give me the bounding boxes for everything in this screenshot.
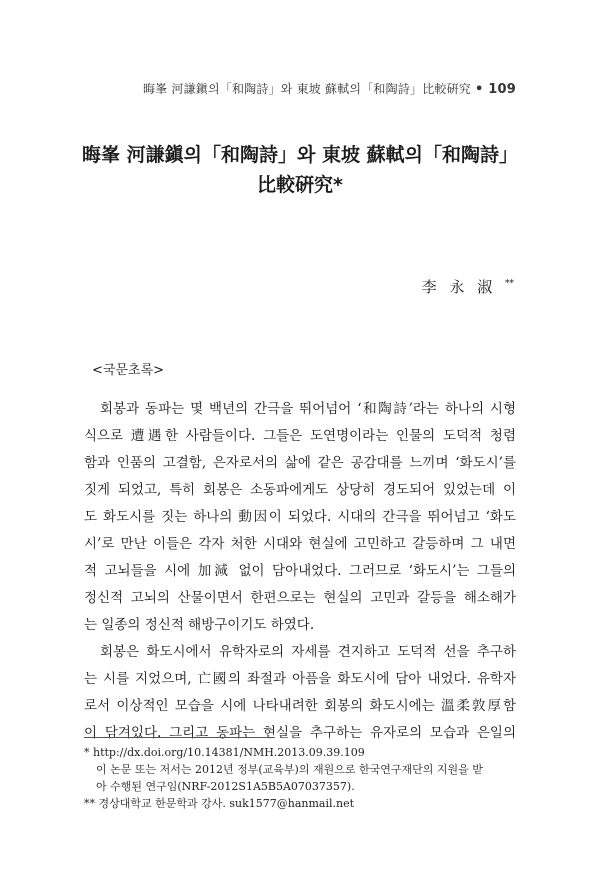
abstract-line: 로서 이상적인 모습을 시에 나타내려한 회봉의 화도시에는 溫柔敦厚함 [84, 698, 516, 714]
author [422, 276, 514, 297]
footnotes [84, 744, 524, 812]
footnote-divider [84, 737, 274, 738]
abstract-line: 이 담겨있다. 그리고 동파는 현실을 추구하는 유자로의 모습과 은일의 [84, 725, 516, 741]
abstract-line: 시’로 만난 이들은 각자 처한 시대와 현실에 고민하고 갈등하며 그 내면 [84, 536, 516, 552]
running-header [143, 80, 516, 97]
running-header-title: 晦峯 河謙鎭의「和陶詩」와 東坡 蘇軾의「和陶詩」比較硏究 [142, 82, 471, 96]
footnote-funding-line-1: 이 논문 또는 저서는 2012년 정부(교육부)의 재원으로 한국연구재단의 지원을 받 [96, 763, 483, 776]
abstract-line: 는 시를 지었으며, 亡國의 좌절과 아픔을 화도시에 담아 내었다. 유학자 [84, 671, 516, 687]
abstract-line: 도 화도시를 짓는 하나의 動因이 되었다. 시대의 간극을 뛰어넘고 ‘화도 [84, 509, 516, 525]
article-title [60, 140, 540, 200]
page-number: • 109 [475, 82, 516, 97]
abstract-line: 회봉과 동파는 몇 백년의 간극을 뛰어넘어 ‘和陶詩’라는 하나의 시형 [100, 401, 516, 417]
footnote-affiliation: ** 경상대학교 한문학과 강사. suk1577@hanmail.net [84, 797, 355, 810]
article-title-line-1: 晦峯 河謙鎭의「和陶詩」와 東坡 蘇軾의「和陶詩」 [82, 144, 518, 166]
abstract-body [84, 396, 516, 747]
article-title-line-2: 比較硏究* [257, 174, 343, 196]
abstract-line: 는 일종의 정신적 해방구이기도 하였다. [84, 617, 315, 633]
author-footnote-mark: ** [505, 279, 514, 289]
abstract-line: 적 고뇌들을 시에 加減 없이 담아내었다. 그러므로 ‘화도시’는 그들의 [84, 563, 516, 579]
footnote-funding-line-2: 아 수행된 연구임(NRF-2012S1A5B5A07037357). [96, 780, 355, 793]
abstract-label: <국문초록> [92, 363, 165, 378]
author-name: 李 永 淑 [421, 278, 497, 296]
abstract-line: 정신적 고뇌의 산물이면서 한편으로는 현실의 고민과 갈등을 해소해가 [84, 590, 516, 606]
abstract-line: 회봉은 화도시에서 유학자로의 자세를 견지하고 도덕적 선을 추구하 [100, 644, 516, 660]
abstract-line: 짓게 되었고, 특히 회봉은 소동파에게도 상당히 경도되어 있었는데 이 [84, 482, 516, 498]
abstract-line: 함과 인품의 고결함, 은자로서의 삶에 같은 공감대를 느끼며 ‘화도시’를 [84, 455, 516, 471]
abstract-line: 식으로 遭遇한 사람들이다. 그들은 도연명이라는 인물의 도덕적 청렴 [84, 428, 516, 444]
footnote-doi: * http://dx.doi.org/10.14381/NMH.2013.09.39.109 [84, 746, 365, 759]
